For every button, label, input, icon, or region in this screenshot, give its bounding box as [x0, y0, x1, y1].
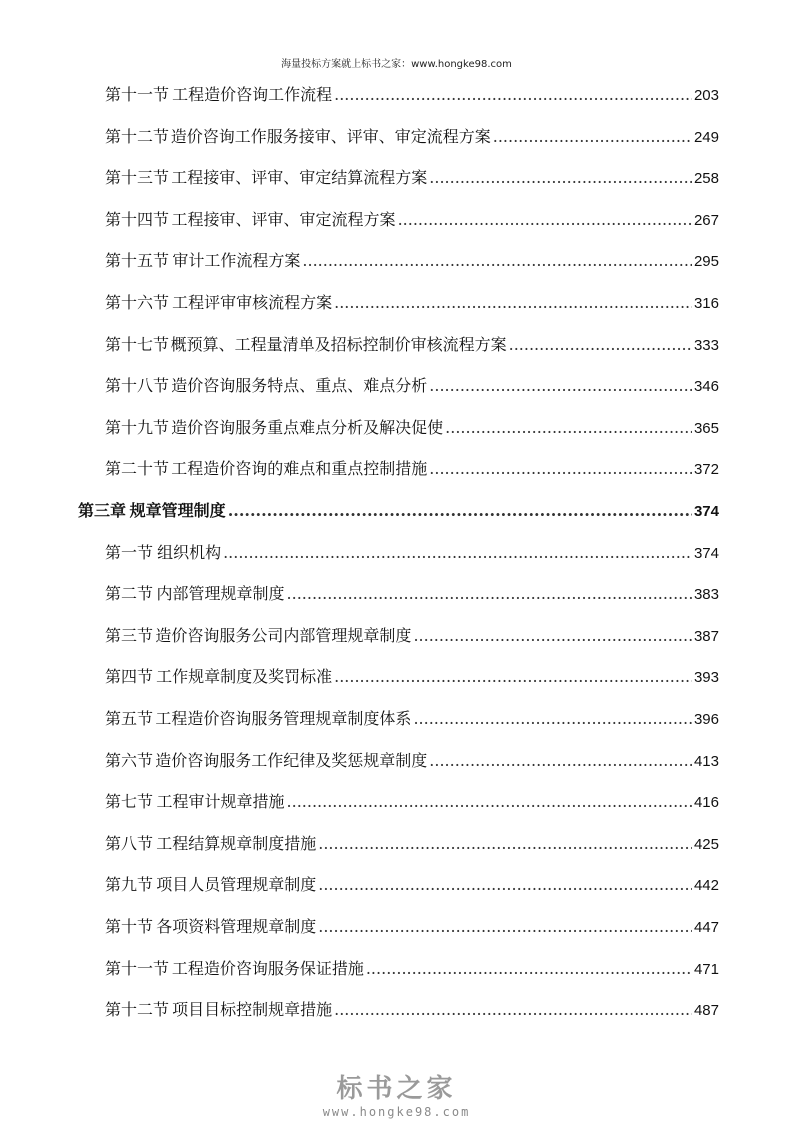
- toc-entry-page-number: 203: [693, 87, 719, 104]
- toc-entry-title: 造价咨询工作服务接审、评审、审定流程方案: [170, 126, 491, 146]
- toc-section-entry[interactable]: [105, 787, 719, 817]
- toc-entry-title: 规章管理制度: [129, 501, 226, 520]
- toc-section-entry[interactable]: [105, 122, 719, 152]
- toc-dot-leader: [228, 496, 692, 526]
- toc-section-entry[interactable]: [105, 413, 719, 443]
- toc-entry-number: 第十四节: [105, 209, 170, 229]
- toc-entry-page-number: 374: [693, 544, 719, 562]
- toc-entry-title: 工程结算规章制度措施: [156, 833, 317, 853]
- toc-entry-title: 各项资料管理规章制度: [156, 917, 317, 936]
- toc-dot-leader: [318, 829, 692, 859]
- toc-entry-page-number: 487: [693, 1002, 719, 1020]
- toc-entry-title: 造价咨询服务特点、重点、难点分析: [171, 376, 428, 396]
- toc-entry-title: 工程造价咨询工作流程: [172, 85, 333, 104]
- toc-entry-title: 工程造价咨询的难点和重点控制措施: [171, 459, 428, 479]
- toc-entry-number: 第十七节: [105, 334, 170, 354]
- toc-entry-title: 工程审计规章措施: [156, 792, 285, 812]
- toc-entry-number: 第八节: [105, 833, 154, 853]
- toc-section-entry[interactable]: [105, 870, 719, 900]
- toc-dot-leader: [334, 288, 692, 318]
- toc-entry-page-number: 425: [693, 835, 719, 853]
- toc-entry-page-number: 447: [693, 919, 719, 936]
- toc-entry-title: 造价咨询服务工作纪律及奖惩规章制度: [155, 750, 428, 770]
- toc-entry-number: 第十六节: [105, 293, 170, 312]
- toc-entry-number: 第十九节: [105, 417, 170, 437]
- toc-entry-page-number: 383: [693, 586, 719, 604]
- toc-entry-page-number: 333: [693, 336, 719, 354]
- toc-dot-leader: [509, 330, 692, 360]
- toc-entry-page-number: 413: [693, 752, 719, 770]
- toc-entry-number: 第五节: [105, 709, 154, 728]
- toc-section-entry[interactable]: [105, 621, 719, 651]
- toc-entry-page-number: 295: [693, 253, 719, 271]
- toc-dot-leader: [334, 995, 692, 1025]
- toc-section-entry[interactable]: [105, 246, 719, 276]
- toc-entry-title: 工程接审、评审、审定流程方案: [171, 209, 396, 229]
- toc-entry-page-number: 387: [693, 627, 719, 645]
- toc-dot-leader: [287, 787, 692, 817]
- toc-entry-number: 第九节: [105, 875, 154, 895]
- toc-entry-number: 第十一节: [105, 958, 170, 978]
- toc-section-entry[interactable]: [105, 205, 719, 235]
- footer-logo: [0, 1068, 793, 1119]
- toc-section-entry[interactable]: [105, 704, 719, 734]
- toc-entry-title: 工程接审、评审、审定结算流程方案: [171, 168, 428, 188]
- toc-entry-title: 造价咨询服务重点难点分析及解决促使: [171, 417, 444, 437]
- toc-entry-page-number: 393: [693, 669, 719, 687]
- toc-entry-title: 工程造价咨询服务管理规章制度体系: [155, 709, 412, 728]
- toc-entry-number: 第十八节: [105, 376, 170, 396]
- toc-dot-leader: [334, 662, 692, 692]
- toc-entry-number: 第二节: [105, 584, 154, 604]
- toc-section-entry[interactable]: [105, 662, 719, 692]
- toc-dot-leader: [334, 80, 692, 110]
- toc-dot-leader: [429, 454, 692, 484]
- logo-text: 标书之家: [336, 1074, 457, 1104]
- toc-entry-number: 第十五节: [105, 251, 170, 271]
- toc-dot-leader: [398, 205, 692, 235]
- toc-entry-page-number: 267: [693, 211, 719, 229]
- toc-dot-leader: [302, 246, 692, 276]
- toc-section-entry[interactable]: [105, 912, 719, 942]
- toc-entry-title: 工程造价咨询服务保证措施: [171, 958, 364, 978]
- toc-section-entry[interactable]: [105, 829, 719, 859]
- toc-section-entry[interactable]: [105, 538, 719, 568]
- toc-entry-number: 第十三节: [105, 168, 170, 188]
- toc-entry-number: 第六节: [105, 750, 154, 770]
- toc-dot-leader: [318, 870, 692, 900]
- toc-entry-page-number: 416: [693, 794, 719, 812]
- toc-dot-leader: [413, 704, 692, 734]
- toc-entry-page-number: 374: [693, 503, 719, 520]
- toc-entry-number: 第十一节: [105, 85, 170, 104]
- toc-entry-number: 第一节: [105, 542, 154, 562]
- toc-entry-page-number: 372: [693, 461, 719, 479]
- toc-entry-page-number: 346: [693, 378, 719, 396]
- toc-entry-title: 项目人员管理规章制度: [156, 875, 317, 895]
- toc-entry-page-number: 442: [693, 877, 719, 895]
- toc-entry-page-number: 365: [693, 419, 719, 437]
- toc-entry-page-number: 258: [693, 170, 719, 188]
- toc-entry-number: 第四节: [105, 667, 154, 687]
- toc-entry-number: 第三节: [105, 625, 154, 645]
- toc-entry-title: 造价咨询服务公司内部管理规章制度: [155, 625, 412, 645]
- toc-dot-leader: [318, 912, 692, 942]
- toc-section-entry[interactable]: [105, 163, 719, 193]
- toc-entry-number: 第三章: [78, 501, 127, 520]
- toc-dot-leader: [445, 413, 692, 443]
- toc-entry-title: 工程评审审核流程方案: [172, 293, 333, 312]
- toc-entry-title: 项目目标控制规章措施: [172, 1000, 333, 1020]
- toc-dot-leader: [223, 538, 692, 568]
- toc-entry-number: 第十二节: [105, 126, 170, 146]
- toc-section-entry[interactable]: [105, 579, 719, 609]
- toc-entry-title: 内部管理规章制度: [156, 584, 285, 604]
- toc-chapter-entry[interactable]: [78, 496, 719, 526]
- toc-entry-number: 第十二节: [105, 1000, 170, 1020]
- page-header: 海量投标方案就上标书之家：www.hongke98.com: [281, 59, 512, 70]
- toc-dot-leader: [413, 621, 692, 651]
- toc-entry-page-number: 396: [693, 711, 719, 728]
- toc-entry-number: 第七节: [105, 792, 154, 812]
- toc-dot-leader: [429, 371, 692, 401]
- toc-section-entry[interactable]: [105, 995, 719, 1025]
- toc-dot-leader: [429, 163, 692, 193]
- toc-entry-number: 第十节: [105, 917, 154, 936]
- toc-entry-title: 组织机构: [157, 542, 222, 562]
- logo-url: www.hongke98.com: [322, 1105, 471, 1119]
- toc-entry-title: 审计工作流程方案: [172, 251, 301, 271]
- toc-entry-title: 工作规章制度及奖罚标准: [156, 667, 333, 687]
- toc-section-entry[interactable]: [105, 80, 719, 110]
- toc-entry-page-number: 249: [693, 128, 719, 146]
- toc-section-entry[interactable]: [105, 288, 719, 318]
- toc-dot-leader: [493, 122, 692, 152]
- toc-dot-leader: [366, 954, 692, 984]
- toc-entry-title: 概预算、工程量清单及招标控制价审核流程方案: [170, 334, 507, 354]
- toc-section-entry[interactable]: [105, 330, 719, 360]
- toc-entry-page-number: 471: [693, 960, 719, 978]
- toc-section-entry[interactable]: [105, 746, 719, 776]
- toc-dot-leader: [429, 746, 692, 776]
- toc-entry-page-number: 316: [693, 295, 719, 312]
- toc-section-entry[interactable]: [105, 454, 719, 484]
- toc-section-entry[interactable]: [105, 954, 719, 984]
- toc-entry-number: 第二十节: [105, 459, 170, 479]
- toc-section-entry[interactable]: [105, 371, 719, 401]
- toc-dot-leader: [287, 579, 692, 609]
